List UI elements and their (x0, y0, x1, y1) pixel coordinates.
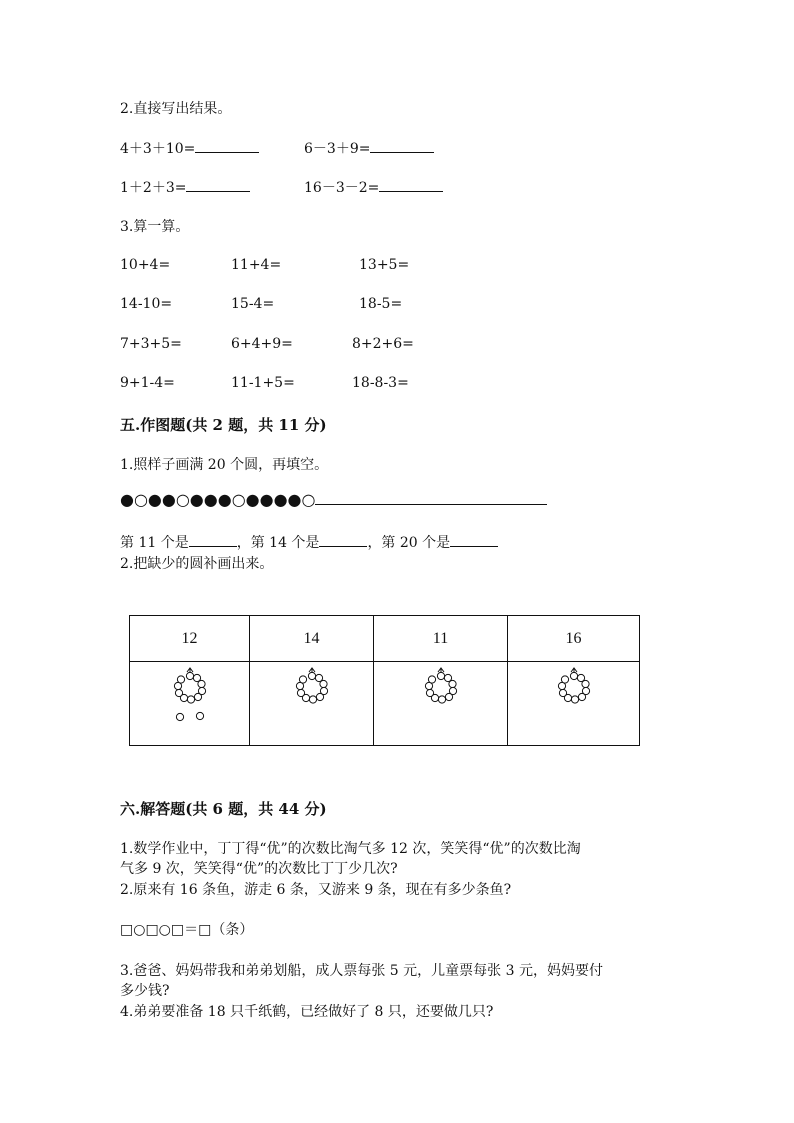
bead-count-cell: 11 (374, 616, 508, 662)
q2-item-1 (120, 138, 259, 158)
answer-blank[interactable] (370, 138, 434, 153)
q3-item: 18-8-3= (352, 375, 409, 391)
answer-blank[interactable] (186, 177, 250, 192)
bead-ring-icon (160, 666, 220, 736)
bead-ring-cell[interactable] (508, 662, 640, 746)
q3-item: 10+4= (120, 257, 171, 273)
q2-item-2 (304, 138, 434, 158)
fill-label-14: ，第 14 个是 (236, 535, 320, 551)
bead-count-cell: 12 (130, 616, 250, 662)
q3-item: 8+2+6= (352, 336, 414, 352)
s6-q1-line1: 1.数学作业中，丁丁得“优”的次数比淘气多 12 次，笑笑得“优”的次数比淘 (120, 841, 581, 857)
q2-expression: 16－3－2= (304, 180, 380, 196)
section-6-heading: 六.解答题(共 6 题，共 44 分) (120, 800, 327, 818)
bead-ring-icon (411, 666, 471, 736)
drawing-blank[interactable] (315, 490, 547, 505)
s6-q3-line2: 多少钱? (120, 983, 170, 999)
q2-expression: 6－3＋9= (304, 141, 371, 157)
q3-item: 14-10= (120, 296, 173, 312)
circle-pattern: ●○●●○●●●○●●●●○ (120, 490, 316, 509)
q3-item: 7+3+5= (120, 336, 182, 352)
q3-item: 6+4+9= (231, 336, 293, 352)
s6-q2-formula[interactable]: □○□○□＝□（条） (120, 922, 254, 938)
q3-item: 9+1-4= (120, 375, 175, 391)
q3-item: 13+5= (359, 257, 410, 273)
q2-item-3 (120, 177, 250, 197)
s5-q1-title: 1.照样子画满 20 个圆，再填空。 (120, 457, 329, 473)
q3-title: 3.算一算。 (120, 219, 190, 235)
q3-item: 15-4= (231, 296, 275, 312)
answer-blank[interactable] (379, 177, 443, 192)
fill-label-11: 第 11 个是 (120, 535, 189, 551)
fill-label-20: ，第 20 个是 (367, 535, 451, 551)
bead-ring-cell[interactable] (374, 662, 508, 746)
q2-expression: 1＋2＋3= (120, 180, 187, 196)
q3-item: 18-5= (359, 296, 403, 312)
s6-q3-line1: 3.爸爸、妈妈带我和弟弟划船，成人票每张 5 元，儿童票每张 3 元，妈妈要付 (120, 963, 603, 979)
q2-expression: 4＋3＋10= (120, 141, 196, 157)
s5-q1-fill-line (120, 532, 498, 552)
answer-blank[interactable] (450, 532, 498, 547)
bead-ring-icon (544, 666, 604, 736)
answer-blank[interactable] (189, 532, 237, 547)
q3-item: 11-1+5= (231, 375, 295, 391)
answer-blank[interactable] (195, 138, 259, 153)
s6-q4: 4.弟弟要准备 18 只千纸鹤，已经做好了 8 只，还要做几只? (120, 1004, 494, 1020)
bead-ring-cell[interactable] (250, 662, 374, 746)
bead-ring-icon (282, 666, 342, 736)
answer-blank[interactable] (319, 532, 367, 547)
q2-item-4 (304, 177, 443, 197)
q3-item: 11+4= (231, 257, 282, 273)
circle-pattern-line (120, 490, 547, 509)
bead-table (129, 615, 640, 746)
q2-title: 2.直接写出结果。 (120, 101, 232, 117)
bead-ring-cell[interactable] (130, 662, 250, 746)
s5-q2-title: 2.把缺少的圆补画出来。 (120, 556, 274, 572)
bead-count-cell: 14 (250, 616, 374, 662)
section-5-heading: 五.作图题(共 2 题，共 11 分) (120, 416, 327, 434)
s6-q1-line2: 气多 9 次，笑笑得“优”的次数比丁丁少几次? (120, 861, 398, 877)
bead-count-cell: 16 (508, 616, 640, 662)
s6-q2: 2.原来有 16 条鱼，游走 6 条，又游来 9 条，现在有多少条鱼? (120, 882, 512, 898)
